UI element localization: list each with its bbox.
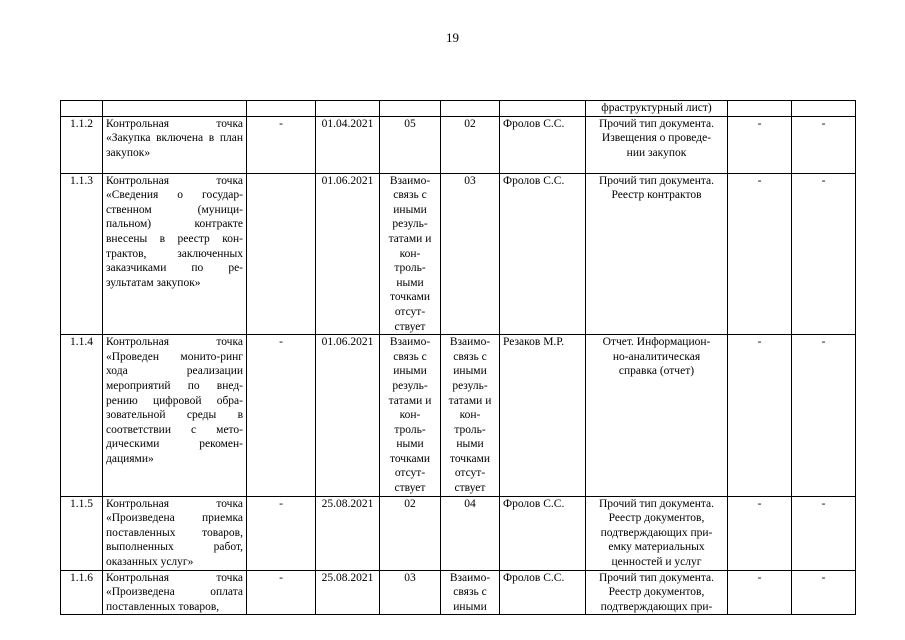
successor-cell: Взаимо- связь с иными — [441, 570, 500, 615]
flag-cell: - — [792, 496, 856, 570]
flag-cell: - — [792, 570, 856, 615]
table-row — [61, 570, 856, 615]
end-date-cell: 01.06.2021 — [316, 335, 380, 497]
start-date-cell: - — [247, 335, 316, 497]
predecessor-cell: 02 — [380, 496, 441, 570]
level-cell: - — [728, 116, 792, 173]
executor-cell: Резаков М.Р. — [500, 335, 586, 497]
executor-cell: Фролов С.С. — [500, 570, 586, 615]
control-point-name: Контрольная точка «Произведена приемка поставленных товаров, выполненных работ, оказанных услуг» — [103, 496, 247, 570]
row-number: 1.1.2 — [61, 116, 103, 173]
start-date-cell: - — [247, 496, 316, 570]
control-point-name: Контрольная точка «Сведения о государ-ственном (муници-пальном) контракте внесены в реестр кон-трактов, заключенных заказчиками по ре-зультатам закупок» — [103, 173, 247, 335]
document-cell: Отчет. Информацион- но-аналитическая справка (отчет) — [586, 335, 728, 497]
control-point-name: Контрольная точка «Проведен монито-ринг хода реализации мероприятий по внед-рению цифровой обра-зовательной среды в соответствии с мето-дическими рекомен-дациями» — [103, 335, 247, 497]
table-row — [61, 116, 856, 173]
successor-cell: 03 — [441, 173, 500, 335]
end-date-cell: 01.04.2021 — [316, 116, 380, 173]
document-cell: Прочий тип документа. Извещения о проведе- нии закупок — [586, 116, 728, 173]
continuation-row — [61, 101, 856, 117]
table-row — [61, 496, 856, 570]
row-number: 1.1.5 — [61, 496, 103, 570]
predecessor-cell: 03 — [380, 570, 441, 615]
document-cell: фраструктурный лист) — [586, 101, 728, 117]
end-date-cell: 25.08.2021 — [316, 570, 380, 615]
level-cell: - — [728, 335, 792, 497]
row-number: 1.1.4 — [61, 335, 103, 497]
flag-cell: - — [792, 335, 856, 497]
document-cell: Прочий тип документа. Реестр контрактов — [586, 173, 728, 335]
row-number: 1.1.6 — [61, 570, 103, 615]
start-date-cell — [247, 173, 316, 335]
document-cell: Прочий тип документа. Реестр документов, подтверждающих при- — [586, 570, 728, 615]
level-cell: - — [728, 570, 792, 615]
page-number: 19 — [446, 30, 459, 45]
executor-cell: Фролов С.С. — [500, 173, 586, 335]
predecessor-cell: 05 — [380, 116, 441, 173]
executor-cell: Фролов С.С. — [500, 116, 586, 173]
control-point-name: Контрольная точка «Закупка включена в план закупок» — [103, 116, 247, 173]
control-points-table — [60, 100, 856, 615]
level-cell: - — [728, 173, 792, 335]
executor-cell: Фролов С.С. — [500, 496, 586, 570]
flag-cell: - — [792, 173, 856, 335]
level-cell: - — [728, 496, 792, 570]
predecessor-cell: Взаимо- связь с иными резуль- татами и кон- троль- ными точками отсут- ствует — [380, 335, 441, 497]
successor-cell: 04 — [441, 496, 500, 570]
table-row — [61, 173, 856, 335]
successor-cell: 02 — [441, 116, 500, 173]
successor-cell: Взаимо- связь с иными резуль- татами и кон- троль- ными точками отсут- ствует — [441, 335, 500, 497]
predecessor-cell: Взаимо- связь с иными резуль- татами и кон- троль- ными точками отсут- ствует — [380, 173, 441, 335]
control-point-name: Контрольная точка «Произведена оплата поставленных товаров, — [103, 570, 247, 615]
start-date-cell: - — [247, 570, 316, 615]
document-cell: Прочий тип документа. Реестр документов, подтверждающих при- емку материальных ценностей и услуг — [586, 496, 728, 570]
end-date-cell: 25.08.2021 — [316, 496, 380, 570]
end-date-cell: 01.06.2021 — [316, 173, 380, 335]
start-date-cell: - — [247, 116, 316, 173]
row-number: 1.1.3 — [61, 173, 103, 335]
table-row — [61, 335, 856, 497]
flag-cell: - — [792, 116, 856, 173]
